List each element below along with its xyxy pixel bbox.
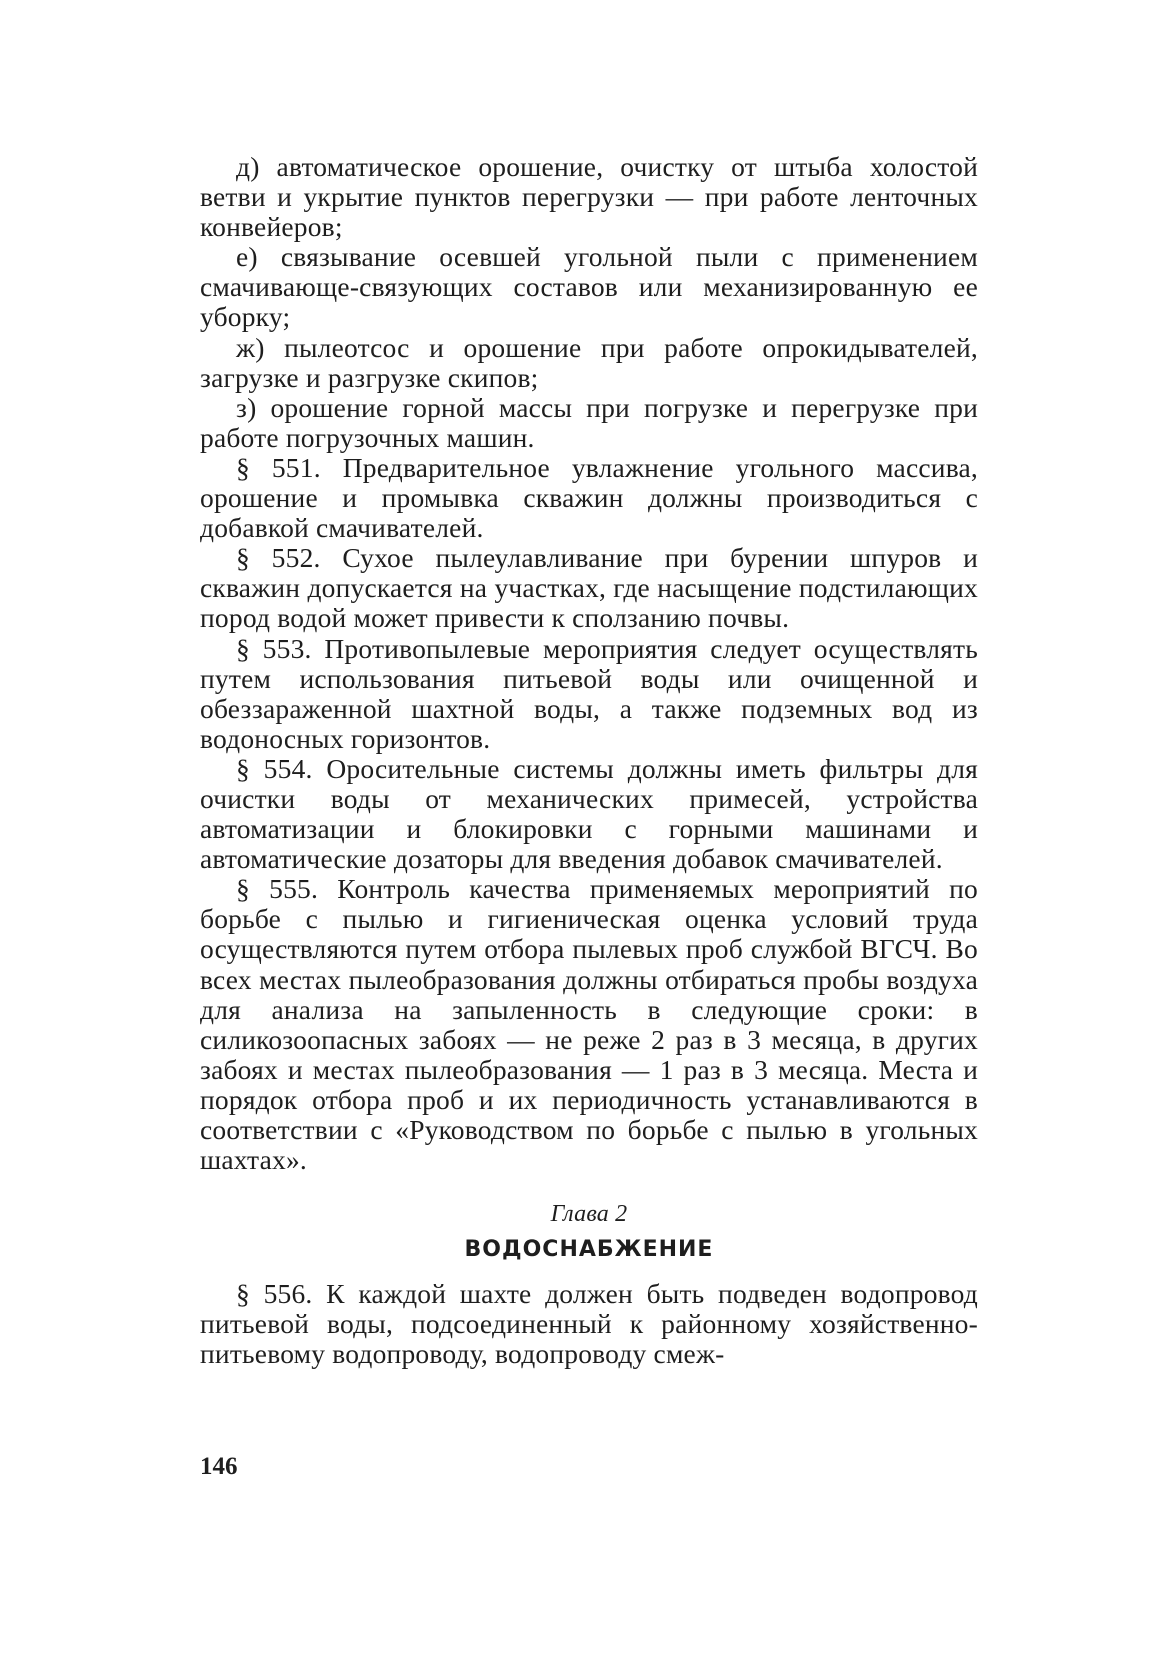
section-552: § 552. Сухое пылеулавливание при бурении шпуров и скважин допускается на участках, где насыщение подстилающих пород водой может привести к сползанию почвы.	[200, 542, 978, 634]
section-553: § 553. Противопылевые мероприятия следует осуществлять путем использования питьевой воды или очищенной и обеззараженной шахтной воды, а также подземных вод из водоносных горизонтов.	[200, 632, 978, 754]
page-number: 146	[200, 1453, 238, 1480]
paragraph-item-d: д) автоматическое орошение, очистку от штыба холостой ветви и укрытие пунктов перегрузки — при работе ленточных конвейеров;	[200, 151, 978, 243]
section-555: § 555. Контроль качества применяемых мероприятий по борьбе с пылью и гигиеническая оценка условий труда осуществляются путем отбора пылевых проб службой ВГСЧ. Во всех местах пылеобразования должны отбираться пробы воздуха для анализа на запыленность в следующие сроки: в силикозоопасных забоях — не реже 2 раз в 3 месяца, в других забоях и местах пылеобразования — 1 раз в 3 месяца. Места и порядок отбора проб и их периодичность устанавливаются в соответствии с «Руководством по борьбе с пылью в угольных шахтах».	[200, 873, 978, 1176]
paragraph-item-z: з) орошение горной массы при погрузке и перегрузке при работе погрузочных машин.	[200, 391, 978, 453]
section-551: § 551. Предварительное увлажнение угольного массива, орошение и промывка скважин должны производиться с добавкой смачивателей.	[200, 451, 978, 544]
section-554: § 554. Оросительные системы должны иметь фильтры для очистки воды от механических примесей, устройства автоматизации и блокировки с горными машинами и автоматические дозаторы для введения добавок смачивателей.	[200, 752, 978, 875]
chapter-title: ВОДОСНАБЖЕНИЕ	[464, 1237, 714, 1263]
chapter-label: Глава 2	[550, 1201, 628, 1228]
section-556: § 556. К каждой шахте должен быть подведен водопровод питьевой воды, подсоединенный к районному хозяйственно-питьевому водопроводу, водопроводу смеж-	[200, 1278, 978, 1370]
paragraph-item-zh: ж) пылеотсос и орошение при работе опрокидывателей, загрузке и разгрузке скипов;	[200, 331, 978, 393]
paragraph-item-e: е) связывание осевшей угольной пыли с применением смачивающе-связующих составов или механизированную ее уборку;	[200, 241, 978, 333]
page-text	[200, 152, 978, 1369]
